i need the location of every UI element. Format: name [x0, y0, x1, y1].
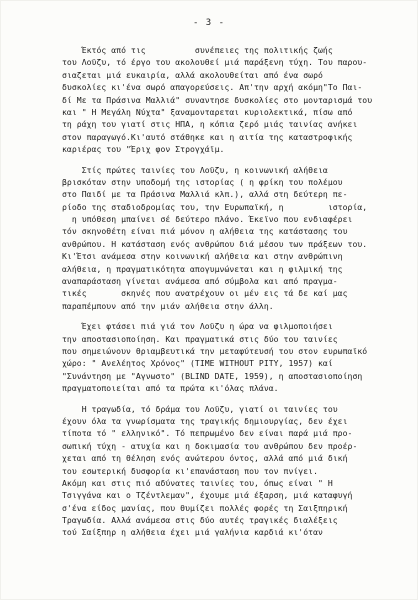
text-line: χεται από τη θέληση ενός ανώτερου όντος, αλλά από μιά δική [62, 453, 348, 464]
page-number: - 3 - [192, 18, 226, 28]
text-line: τη ράχη του γιατί στις ΗΠΑ, η κόπια ζερό μιάς ταινίας ανήκει [62, 119, 358, 130]
text-line: "Συνάντηση με "Αγνωστο" (BLIND DATE, 1959), η αποστασιοποίηση [62, 370, 363, 381]
text-line: Η τραγωδία, τό δράμα του Λοϋζυ, γιατί οι ταινίες του [62, 403, 338, 414]
text-line: Τσιγγάνα και ο Τζέντλεμαν", έχουμε μιά έξαρση, μιά καταφυγή [62, 490, 353, 501]
text-line: τού Σαίξπηρ η αλήθεια έχει μιά γαλήνια καρδιά κι'όταν [62, 527, 323, 538]
text-line: έχουν όλα τα γνωρίσματα της τραγικής δημιουργίας, δεν έχει [62, 415, 348, 426]
text-line: Έχει φτάσει πιά γιά τον Λοϋζυ η ώρα να φιλμοποιήσει [62, 321, 333, 332]
text-line: τίποτα τό " ελληνικό". Τό πεπρωμένο δεν είναι παρά μιά προ- [62, 428, 353, 439]
text-line: στον παραγωγό.Κι'αυτό στάθηκε και η αιτία της καταστροφικής [62, 131, 353, 142]
paragraph-gap [62, 395, 402, 403]
text-line: σ'ένα είδος μανίας, που θυμίζει πολλές φορές τη Σαιξπηρική [62, 502, 348, 513]
text-line: δυσκολίες κι'ένα σωρό απαγορεύσεις. Απ'την αρχή ακόμη"Το Παι- [62, 82, 363, 93]
text-line: σιαζεται μιά ευκαιρία, αλλά ακολουθείται από ένα σωρό [62, 69, 323, 80]
text-line: τικές σκηνές που ανατρέχουν οι μέν εις τά δε καί μας [62, 288, 348, 299]
text-line: τόν σκηνοθέτη είναι πιά μόνον η αλήθεια της κατάστασης του [62, 226, 348, 237]
text-line: σωπική τύχη - ατυχία και η δοκιμασία του ανθρώπου δεν προέρ- [62, 440, 358, 451]
text-line: και " Η Μεγάλη Νύχτα" ξαναμονταρεται κυριολεκτικά, πίσω από [62, 106, 353, 117]
paragraph [62, 320, 402, 394]
paragraph-gap [62, 312, 402, 320]
text-line: βρισκόταν στην υποδομή της ιστορίας ( η φρίκη του πολέμου [62, 176, 343, 187]
paragraph [62, 44, 402, 156]
text-line: παραπέμπουν από την μιάν αλήθεια στην άλλη. [62, 300, 274, 311]
paragraph [62, 164, 402, 313]
paragraph [62, 403, 402, 539]
text-line: καριέρας του "Έριχ φον Στρογχάϊμ. [62, 144, 225, 155]
text-line: Ακόμη και στις πιό αδύνατες ταινίες του, όπως είναι " Η [62, 477, 333, 488]
text-line: Στίς πρώτες ταινίες του Λοϋζυ, η κοινωνική αλήθεια [62, 164, 328, 175]
text-line: Έκτός από τις συνέπειες της πολιτικής ζωής [62, 45, 333, 55]
text-line: δί Με τα Πράσινα Μαλλιά" συναντησε δυσκολίες στο μονταρισμά του [62, 94, 373, 105]
text-line: ανθρώπου. Η κατάσταση ενός ανθρώπου διά μέσου των πράξεων του. [62, 238, 368, 249]
text-line: αλήθεια, η πραγματικότητα απογυμνώνεται και η φιλμική της [62, 263, 343, 274]
text-line: Τραγωδία. Αλλά ανάμεσα στις δύο αυτές τραγικές διαλέξεις [62, 515, 338, 526]
text-line: αναπαράσταση γίνεται ανάμεσα από σύμβολα και από πραγμα- [62, 276, 338, 287]
text-line: του εσωτερική δυσφορία κι'επανάσταση που τον πνίγει. [62, 465, 318, 476]
paragraph-gap [62, 156, 402, 164]
text-line: πραγματοποιείται από τα πρώτα κι'όλας πλάνα. [62, 383, 279, 394]
text-line: την αποστασιοποίηση. Και πραγματικά στις δύο του ταινίες [62, 333, 338, 344]
text-line: Κι'Έτσι ανάμεσα στην κοινωνική αλήθεια και στην ανθρώπινη [62, 251, 343, 262]
text-line: χώρο: " Ανελέητος Χρόνος" (TIME WITHOUT PITY, 1957) καί [62, 358, 333, 369]
text-line: η υπόθεση μπαίνει σέ δεύτερο πλάνο. Έκεϊνο που ενδιαφέρει [62, 214, 353, 225]
body-text [62, 44, 402, 539]
text-line: στο Παιδί με τα Πράσινα Μαλλιά κλπ.), αλλά στη δεύτερη πε- [62, 189, 348, 200]
text-line: ρίοδο της σταδιοδρομίας του, την Ευρωπαϊκή, η ιστορία, [62, 201, 368, 212]
text-line: του Λοϋζυ, τό έργο του ακολουθεί μιά παράξενη τύχη. Του παρου- [62, 57, 368, 68]
text-line: που σημειώνουν θριαμβευτικά την μεταφύτευσή του στον ευρωπαϊκό [62, 345, 368, 356]
